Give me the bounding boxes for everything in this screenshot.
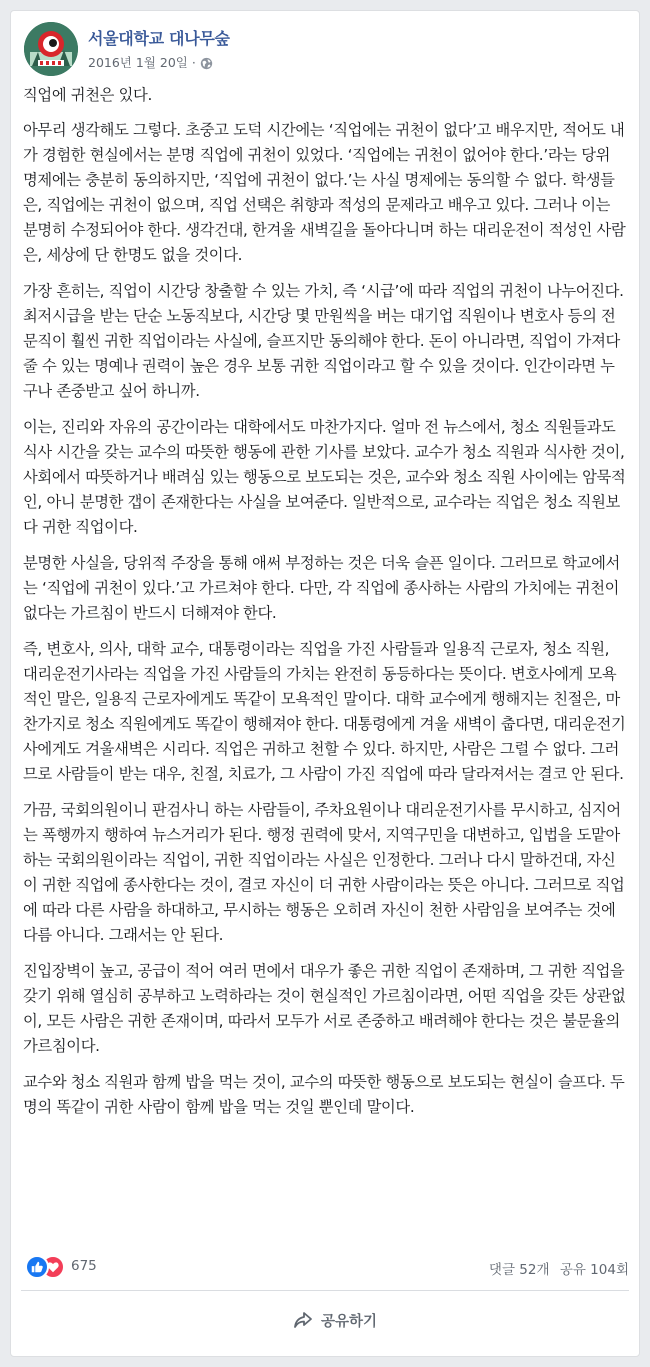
post-card	[10, 10, 640, 1357]
avatar-logo-icon	[24, 22, 78, 76]
post-paragraph: 아무리 생각해도 그렇다. 초중고 도덕 시간에는 ‘직업에는 귀천이 없다’고 배우지만, 적어도 내가 경험한 현실에서는 분명 직업에 귀천이 있었다. ‘직업에는 귀천이 없어야 한다.’라는 당위 명제에는 충분히 동의하지만, ‘직업에 귀천이 없다.’는 사실 명제에는 동의할 수 없다. 학생들은, 직업에는 귀천이 없으며, 직업 선택은 취향과 적성의 문제라고 배우고 있다. 그러나 이는 분명히 수정되어야 한다. 생각건대, 한겨울 새벽길을 돌아다니며 하는 대리운전이 적성인 사람은, 세상에 단 한명도 없을 것이다.	[23, 121, 626, 264]
post-body	[23, 83, 627, 1131]
share-icon	[293, 1311, 313, 1329]
post-date[interactable]: 2016년 1월 20일	[88, 55, 188, 70]
meta-separator: ·	[191, 55, 196, 70]
globe-icon[interactable]	[200, 57, 213, 73]
engagement-stats	[489, 1258, 629, 1278]
post-paragraph: 직업에 귀천은 있다.	[23, 86, 152, 104]
post-paragraph: 즉, 변호사, 의사, 대학 교수, 대통령이라는 직업을 가진 사람들과 일용직 근로자, 청소 직원, 대리운전기사라는 직업을 가진 사람들의 가치는 완전히 동등하다는 뜻이다. 변호사에게 모욕적인 말은, 일용직 근로자에게도 똑같이 모욕적인 말이다. 대학 교수에게 행해지는 친절은, 마찬가지로 청소 직원에게도 똑같이 행해져야 한다. 대통령에게 겨울 새벽이 춥다면, 대리운전기사에게도 겨울새벽은 시리다. 직업은 귀하고 천할 수 있다. 하지만, 사람은 그럴 수 없다. 그러므로 사람들이 받는 대우, 친절, 치료가, 그 사람이 가진 직업에 따라 달라져서는 결코 안 된다.	[23, 640, 626, 783]
post-paragraph: 가끔, 국회의원이니 판검사니 하는 사람들이, 주차요원이나 대리운전기사를 무시하고, 심지어는 폭행까지 행하여 뉴스거리가 된다. 행정 권력에 맞서, 지역구민을 대변하고, 입법을 도맡아하는 국회의원이라는 직업이, 귀한 직업이라는 사실은 인정한다. 그러나 다시 말하건대, 자신이 귀한 직업에 종사한다는 것이, 결코 자신이 더 귀한 사람이라는 뜻은 아니다. 그러므로 직업에 따라 다른 사람을 하대하고, 무시하는 행동은 오히려 자신이 천한 사람임을 보여주는 것에 다름 아니다. 그래서는 안 된다.	[23, 801, 625, 944]
like-icon	[25, 1255, 49, 1279]
post-paragraph: 분명한 사실을, 당위적 주장을 통해 애써 부정하는 것은 더욱 슬픈 일이다. 그러므로 학교에서는 ‘직업에 귀천이 있다.’고 가르쳐야 한다. 다만, 각 직업에 종사하는 사람의 가치에는 귀천이 없다는 가르침이 반드시 더해져야 한다.	[23, 554, 620, 622]
share-count-link[interactable]: 공유 104회	[559, 1262, 629, 1278]
comment-count-link[interactable]: 댓글 52개	[488, 1262, 550, 1278]
post-paragraph: 진입장벽이 높고, 공급이 적어 여러 면에서 대우가 좋은 귀한 직업이 존재하며, 그 귀한 직업을 갖기 위해 열심히 공부하고 노력하라는 것이 현실적인 가르침이라면, 어떤 직업을 갖든 상관없이, 모든 사람은 귀한 존재이며, 따라서 모두가 서로 존중하고 배려해야 한다는 것은 불문율의 가르침이다.	[23, 962, 626, 1055]
post-paragraph: 가장 흔히는, 직업이 시간당 창출할 수 있는 가치, 즉 ‘시급’에 따라 직업의 귀천이 나누어진다. 최저시급을 받는 단순 노동직보다, 시간당 몇 만원씩을 버는 대기업 직원이나 변호사 등의 전문직이 훨씬 귀한 직업이라는 사실에, 슬프지만 동의해야 한다. 돈이 아니라면, 직업이 가져다줄 수 있는 명예나 권력이 높은 경우 보통 귀한 직업이라고 할 수 있을 것이다. 인간이라면 누구나 존중받고 싶어 하니까.	[23, 282, 624, 400]
action-divider	[21, 1290, 629, 1291]
post-paragraph: 교수와 청소 직원과 함께 밥을 먹는 것이, 교수의 따뜻한 행동으로 보도되는 현실이 슬프다. 두 명의 똑같이 귀한 사람이 함께 밥을 먹는 것일 뿐인데 말이다.	[23, 1073, 625, 1116]
share-button[interactable]	[293, 1304, 377, 1336]
page-avatar[interactable]	[24, 22, 78, 76]
post-meta	[88, 53, 213, 73]
post-paragraph: 이는, 진리와 자유의 공간이라는 대학에서도 마찬가지다. 얼마 전 뉴스에서, 청소 직원들과도 식사 시간을 갖는 교수의 따뜻한 행동에 관한 기사를 보았다. 교수가 청소 직원과 식사한 것이, 사회에서 따뜻하거나 배려심 있는 행동으로 보도되는 것은, 교수와 청소 직원 사이에는 암묵적인, 아니 분명한 갭이 존재한다는 사실을 보여준다. 일반적으로, 교수라는 직업은 청소 직원보다 귀한 직업이다.	[23, 418, 626, 536]
reaction-icons[interactable]	[25, 1255, 67, 1277]
reaction-count[interactable]: 675	[71, 1258, 97, 1274]
share-button-label: 공유하기	[321, 1313, 378, 1330]
page-name-link[interactable]: 서울대학교 대나무숲	[88, 29, 230, 48]
reactions-bar	[21, 1255, 629, 1279]
